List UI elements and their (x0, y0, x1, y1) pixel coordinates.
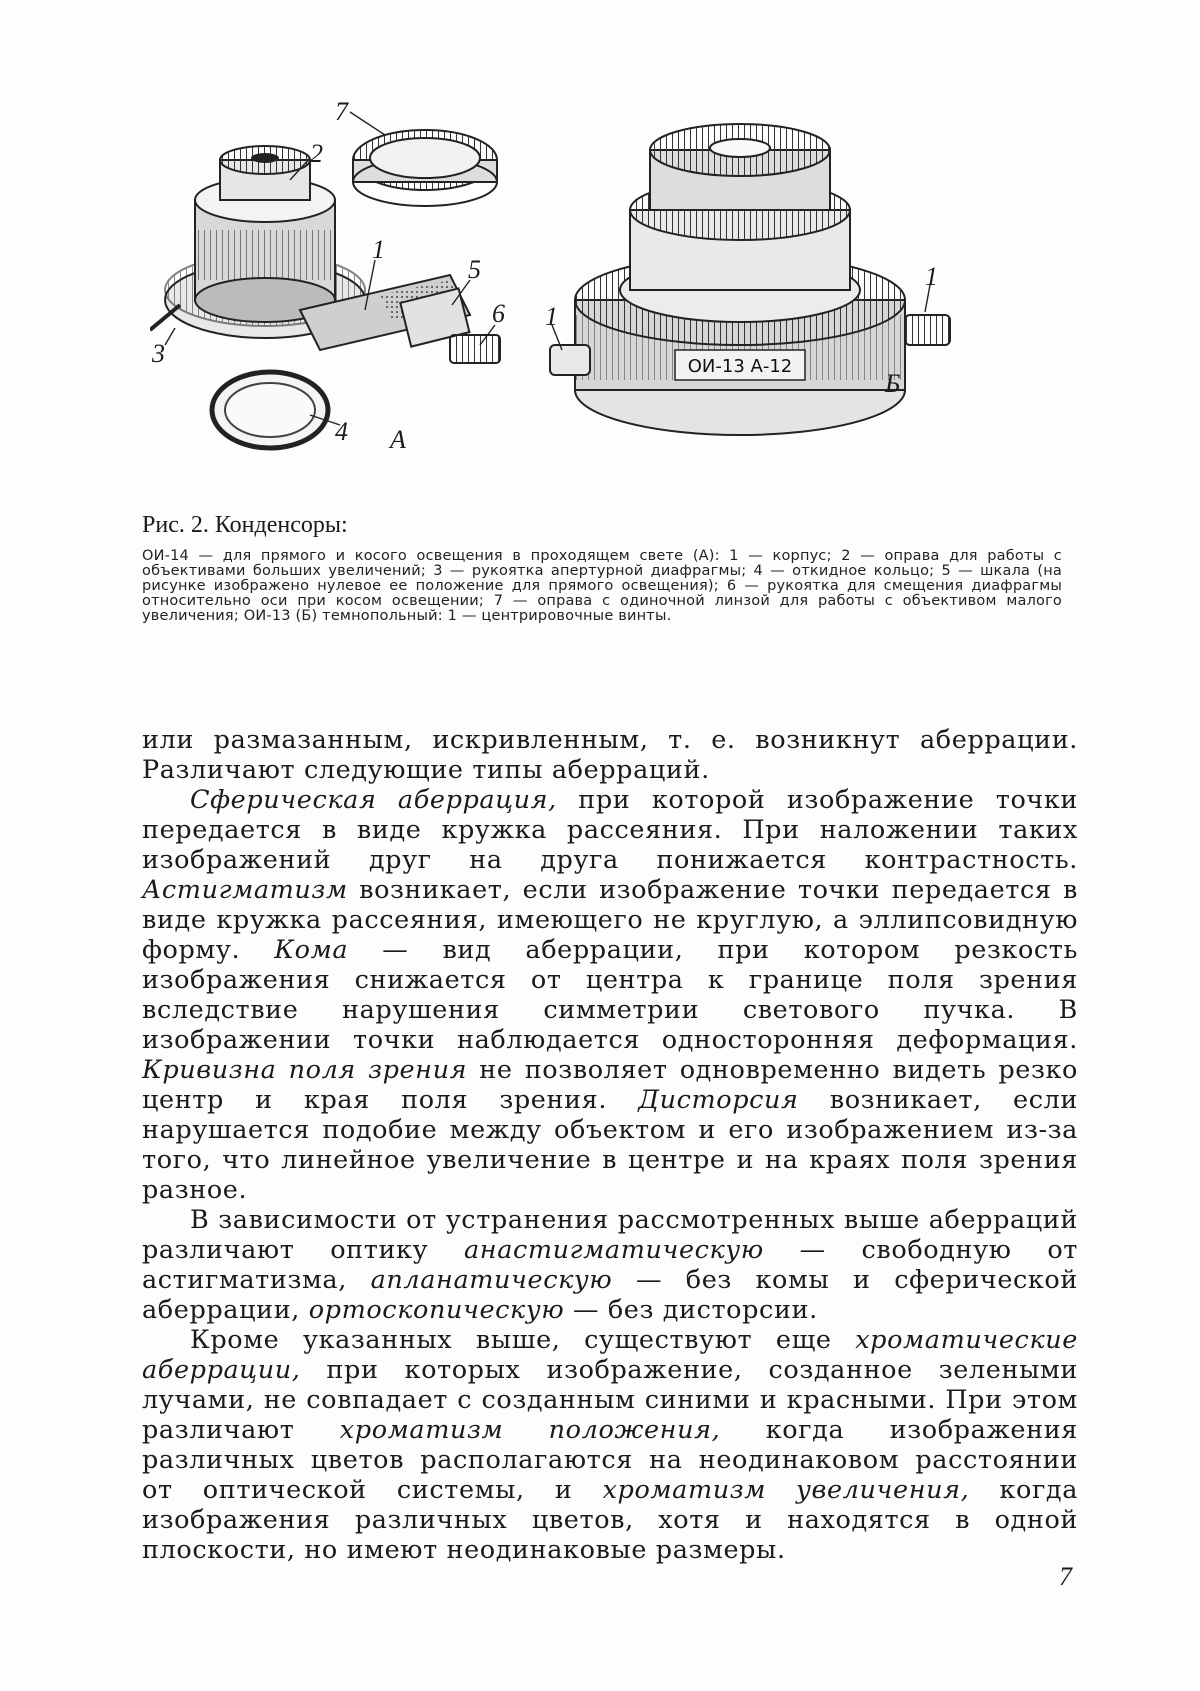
callout-3-a: 3 (152, 339, 165, 368)
text-run: Кроме указанных выше, существуют еще (190, 1325, 856, 1355)
figure-caption (142, 512, 1062, 624)
callout-2-a: 2 (310, 139, 323, 168)
text-run: когда изображения различных цветов, хотя и находятся в одной плоскости, но имеют неодинаковые размеры. (142, 1475, 1079, 1565)
callout-7-a: 7 (335, 100, 348, 126)
term-orthoscopic: ортоскопическую (308, 1295, 565, 1325)
term-aplanatic: апланатическую (370, 1265, 613, 1295)
text-run: — свободную от астигматизма, (142, 1235, 1078, 1295)
condenser-figure (150, 100, 1050, 500)
term-position-chromatism: хроматизм положения, (339, 1415, 721, 1445)
paragraph-1: или размазанным, искривленным, т. е. возникнут аберрации. Различают следующие типы аберраций. (142, 725, 1078, 785)
paragraph-3 (142, 1205, 1078, 1325)
text-run: при которых изображение, созданное зелеными лучами, не совпадает с созданным синими и красными. При этом различают (142, 1355, 1078, 1445)
condenser-oi14-drawing (150, 130, 500, 448)
term-astigmatism: Астигматизм (142, 875, 348, 905)
panel-b-label: Б (885, 369, 901, 398)
term-coma: Кома (274, 935, 349, 965)
term-field-curvature: Кривизна поля зрения (142, 1055, 468, 1085)
term-distortion: Дисторсия (638, 1085, 799, 1115)
text-run: возникает, если изображение точки передается в виде кружка рассеяния, имеющего не круглую, а эллипсовидную форму. (142, 875, 1078, 965)
caption-body: ОИ-14 — для прямого и косого освещения в проходящем свете (А): 1 — корпус; 2 — оправа для работы с объективами больших увеличений; 3 — рукоятка апертурной диафрагмы; 4 — откидное кольцо; 5 — шкала (на рисунке изображено нулевое ее положение для прямого освещения); 6 — рукоятка для смещения диафрагмы относительно оси при косом освещении; 7 — оправа с одиночной линзой для работы с объективом малого увеличения; ОИ-13 (Б) темнопольный: 1 — центрировочные винты. (142, 548, 1062, 624)
text-run: — вид аберрации, при котором резкость изображения снижается от центра к границе поля зрения вследствие нарушения симметрии светового пучка. В изображении точки наблюдается односторонняя деформация. (142, 935, 1079, 1055)
term-anastigmatic: анастигматическую (464, 1235, 764, 1265)
callout-1-b-left: 1 (545, 302, 558, 331)
text-run: — без дисторсии. (564, 1295, 818, 1325)
term-spherical-aberration: Сферическая аберрация, (190, 785, 557, 815)
text-run: при которой изображение точки передается в виде кружка рассеяния. При наложении таких изображений друг на друга понижается контрастность. (142, 785, 1078, 875)
text-run: когда изображения различных цветов располагаются на неодинаковом расстоянии от оптической системы, и (142, 1415, 1078, 1505)
term-magnification-chromatism: хроматизм увеличения, (602, 1475, 970, 1505)
callout-5-a: 5 (468, 255, 481, 284)
text-run: — без комы и сферической аберрации, (142, 1265, 1078, 1325)
caption-title: Рис. 2. Конденсоры: (142, 512, 348, 538)
callout-4-a: 4 (335, 417, 348, 446)
callout-6-a: 6 (492, 299, 505, 328)
page-number: 7 (1059, 1562, 1072, 1591)
panel-a-label: А (390, 425, 406, 454)
condenser-illustration (150, 100, 1050, 500)
callout-1-a: 1 (372, 235, 385, 264)
text-run: В зависимости от устранения рассмотренных выше аберраций различают оптику (142, 1205, 1078, 1265)
device-marking: ОИ-13 А-12 (687, 356, 793, 377)
text-run: не позволяет одновременно видеть резко центр и края поля зрения. (142, 1055, 1078, 1115)
body-text (142, 725, 1078, 1565)
text-run: возникает, если нарушается подобие между объектом и его изображением из-за того, что линейное увеличение в центре и на краях поля зрения разное. (142, 1085, 1078, 1205)
callout-1-b-right: 1 (925, 262, 938, 291)
paragraph-2 (142, 785, 1078, 1205)
paragraph-4 (142, 1325, 1078, 1565)
term-chromatic-aberrations: хроматические аберрации, (142, 1325, 1078, 1385)
